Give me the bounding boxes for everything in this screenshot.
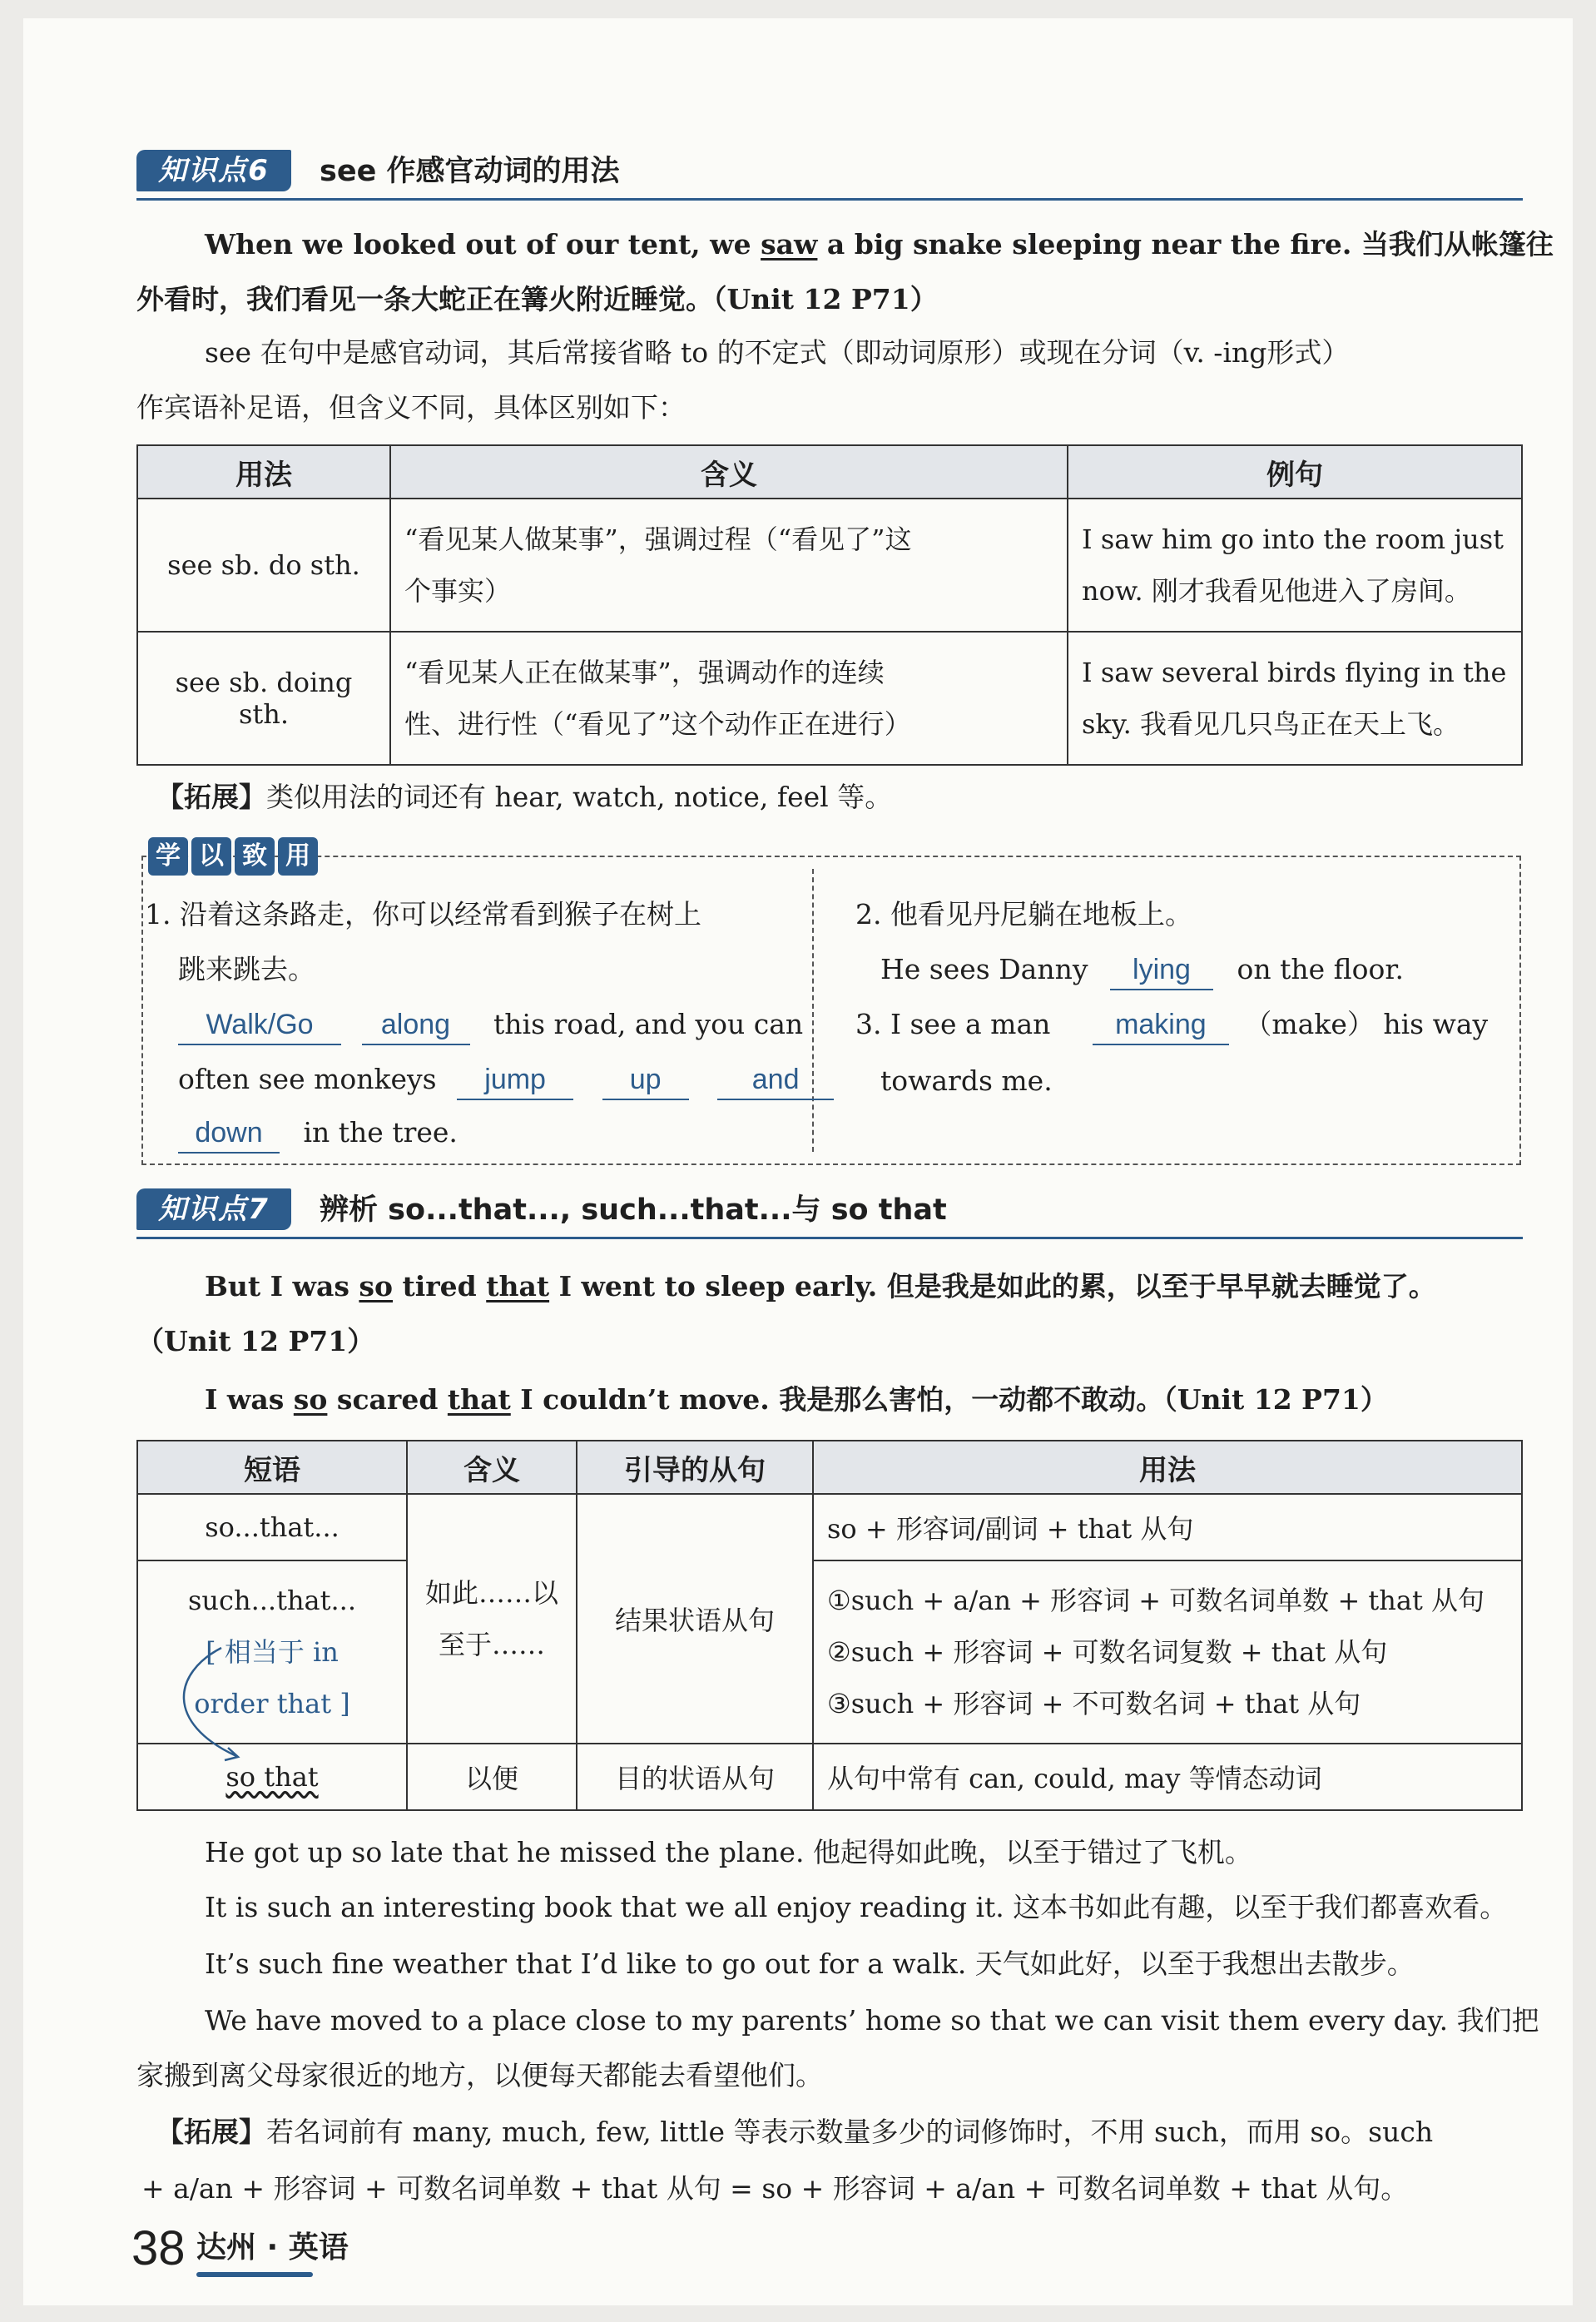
practice-tag [148, 837, 321, 876]
table-header: 含义 [390, 445, 1068, 499]
section-7-extension-2: + a/an + 形容词 + 可数名词单数 + that 从句 = so + 形容词 + a/an + 可数名词单数 + that 从句。 [141, 2172, 1409, 2205]
see-usage-table [136, 444, 1523, 766]
question-2-line-1: 2. 他看见丹尼躺在地板上。 [855, 898, 1192, 930]
phrase-note: order that ] [194, 1688, 350, 1719]
example-en-part: a big snake sleeping near the fire. [817, 228, 1361, 260]
example-cell [1068, 499, 1522, 632]
meaning-cell [407, 1494, 577, 1744]
example-sentence-cont: 家搬到离父母家很近的地方，以便每天都能去看望他们。 [136, 2059, 823, 2091]
table-header: 例句 [1068, 445, 1522, 499]
answer-blank[interactable]: lying [1110, 950, 1213, 990]
example-zh: 但是我是如此的累，以至于早早就去睡觉了。 [886, 1270, 1436, 1302]
so-that-table [136, 1440, 1523, 1811]
question-1-line-4 [178, 1052, 834, 1107]
question-3-line-1 [855, 997, 1488, 1052]
example-line: I saw him go into the room just [1082, 523, 1504, 555]
section-6-example-line-1 [205, 218, 1554, 271]
example-reference: （Unit 12 P71） [713, 283, 938, 315]
section-6-explanation-1: see 在句中是感官动词，其后常接省略 to 的不定式（即动词原形）或现在分词（v. -ing形式） [205, 336, 1350, 369]
usage-cell: so + 形容词/副词 + that 从句 [813, 1494, 1522, 1560]
example-part: I was [205, 1383, 294, 1416]
footer-underline [196, 2272, 313, 2277]
example-cell [1068, 632, 1522, 765]
meaning-cell [390, 632, 1068, 765]
question-text: 3. I see a man [855, 1008, 1051, 1040]
section-7-extension-1 [156, 2106, 1433, 2159]
example-en-part: When we looked out of our tent, we [205, 228, 761, 260]
section-6-header [136, 150, 1523, 201]
usage-line: ①such + a/an + 形容词 + 可数名词单数 + that 从句 [827, 1585, 1485, 1616]
usage-cell: 从句中常有 can, could, may 等情态动词 [813, 1744, 1522, 1810]
answer-blank[interactable]: along [362, 1005, 470, 1045]
example-part: But I was [205, 1270, 359, 1302]
extension-tag: 【拓展】 [156, 2116, 266, 2148]
table-header: 短语 [137, 1441, 407, 1494]
example-part: tired [393, 1270, 487, 1302]
phrase-text: so that [226, 1761, 319, 1793]
usage-line: ②such + 形容词 + 可数名词复数 + that 从句 [827, 1636, 1388, 1668]
practice-divider [812, 869, 814, 1152]
table-row [137, 1560, 1522, 1744]
example-part: I couldn’t move. [510, 1383, 780, 1416]
answer-blank[interactable]: jump [457, 1060, 573, 1100]
usage-line: ③such + 形容词 + 不可数名词 + that 从句 [827, 1688, 1361, 1719]
table-row [137, 1744, 1522, 1810]
example-zh-part: 外看时，我们看见一条大蛇正在篝火附近睡觉。 [136, 283, 713, 315]
example-sentence: He got up so late that he missed the plane. 他起得如此晚，以至于错过了飞机。 [205, 1836, 1252, 1868]
question-1-line-2: 跳来跳去。 [178, 953, 315, 985]
clause-cell: 目的状语从句 [577, 1744, 813, 1810]
meaning-line: “看见某人做某事”，强调过程（“看见了”这 [404, 523, 912, 555]
answer-blank[interactable]: and [717, 1060, 834, 1100]
table-header: 含义 [407, 1441, 577, 1494]
answer-blank[interactable]: down [178, 1114, 280, 1154]
example-zh: 我是那么害怕，一动都不敢动。 [779, 1383, 1164, 1416]
answer-blank[interactable]: making [1093, 1005, 1229, 1045]
section-6-title: see 作感官动词的用法 [320, 155, 620, 188]
section-6-tag: 知识点6 [136, 150, 291, 191]
clause-cell: 结果状语从句 [577, 1494, 813, 1744]
question-text: on the floor. [1237, 953, 1405, 985]
example-en-keyword: saw [761, 228, 818, 260]
example-sentence: It’s such fine weather that I’d like to go out for a walk. 天气如此好，以至于我想出去散步。 [205, 1947, 1415, 1980]
usage-cell [813, 1560, 1522, 1744]
example-part: I went to sleep early. [549, 1270, 887, 1302]
content [23, 18, 1573, 2305]
answer-blank[interactable]: up [602, 1060, 689, 1100]
practice-tag-char: 学 [148, 837, 188, 876]
page [23, 18, 1573, 2305]
question-text: often see monkeys [178, 1063, 437, 1095]
meaning-line: 至于…… [438, 1629, 545, 1660]
usage-cell: see sb. doing sth. [137, 632, 390, 765]
answer-blank[interactable]: Walk/Go [178, 1005, 341, 1045]
question-1-line-1: 1. 沿着这条路走，你可以经常看到猴子在树上 [145, 898, 701, 930]
section-7-title: 辨析 so...that..., such...that...与 so that [320, 1193, 947, 1227]
extension-text: 类似用法的词还有 hear, watch, notice, feel 等。 [266, 781, 893, 813]
table-header: 用法 [137, 445, 390, 499]
example-keyword: so [293, 1383, 328, 1416]
phrase-text: such...that... [188, 1585, 356, 1616]
usage-cell: see sb. do sth. [137, 499, 390, 632]
practice-tag-char: 致 [235, 837, 275, 876]
example-line: sky. 我看见几只鸟正在天上飞。 [1082, 708, 1460, 740]
question-text: this road, and you can [493, 1008, 804, 1040]
section-7-example-1 [205, 1260, 1436, 1313]
example-zh-part: 当我们从帐篷往 [1361, 228, 1554, 260]
question-text: in the tree. [303, 1116, 458, 1149]
table-header: 用法 [813, 1441, 1522, 1494]
practice-tag-char: 以 [191, 837, 231, 876]
question-2-line-2 [880, 942, 1404, 997]
example-keyword: that [486, 1270, 550, 1302]
footer-label: 达州 · 英语 [196, 2230, 349, 2265]
example-line: now. 刚才我看见他进入了房间。 [1082, 575, 1471, 607]
meaning-line: 性、进行性（“看见了”这个动作正在进行） [404, 708, 911, 740]
relation-arrow-icon [156, 1623, 265, 1773]
table-row [137, 632, 1522, 765]
question-1-line-5 [178, 1105, 458, 1160]
example-sentence: We have moved to a place close to my parents’ home so that we can visit them every day. 我们把 [205, 2004, 1539, 2037]
meaning-line: “看见某人正在做某事”，强调动作的连续 [404, 657, 885, 688]
extension-tag: 【拓展】 [156, 781, 266, 813]
example-keyword: that [447, 1383, 511, 1416]
meaning-line: 如此……以 [424, 1577, 558, 1609]
table-row [137, 1494, 1522, 1560]
section-7-header [136, 1188, 1523, 1239]
section-6-example-line-2 [136, 273, 938, 326]
example-sentence: It is such an interesting book that we all enjoy reading it. 这本书如此有趣，以至于我们都喜欢看。 [205, 1891, 1508, 1923]
section-7-example-2 [205, 1373, 1388, 1426]
table-header-row [137, 445, 1522, 499]
question-text: He sees Danny [880, 953, 1088, 985]
practice-tag-char: 用 [278, 837, 318, 876]
example-part: scared [327, 1383, 448, 1416]
meaning-cell [390, 499, 1068, 632]
question-text: （make） his way [1244, 1008, 1489, 1040]
section-6-extension [156, 771, 892, 824]
question-3-line-2: towards me. [880, 1064, 1053, 1097]
table-header-row [137, 1441, 1522, 1494]
question-1-line-3 [178, 997, 803, 1052]
extension-text: 若名词前有 many, much, few, little 等表示数量多少的词修饰时，不用 such，而用 so。such [266, 2116, 1434, 2148]
page-number: 38 [131, 2221, 186, 2275]
table-header: 引导的从句 [577, 1441, 813, 1494]
table-row [137, 499, 1522, 632]
phrase-note: [ 相当于 in [206, 1636, 339, 1668]
section-7-example-1-ref: （Unit 12 P71） [136, 1325, 375, 1357]
meaning-cell: 以便 [407, 1744, 577, 1810]
meaning-line: 个事实） [404, 575, 512, 607]
phrase-cell: so...that... [137, 1494, 407, 1560]
example-keyword: so [359, 1270, 393, 1302]
section-7-tag: 知识点7 [136, 1188, 291, 1230]
example-reference: （Unit 12 P71） [1163, 1383, 1388, 1416]
section-6-explanation-2: 作宾语补足语，但含义不同，具体区别如下： [136, 391, 686, 424]
example-line: I saw several birds flying in the [1082, 657, 1507, 688]
